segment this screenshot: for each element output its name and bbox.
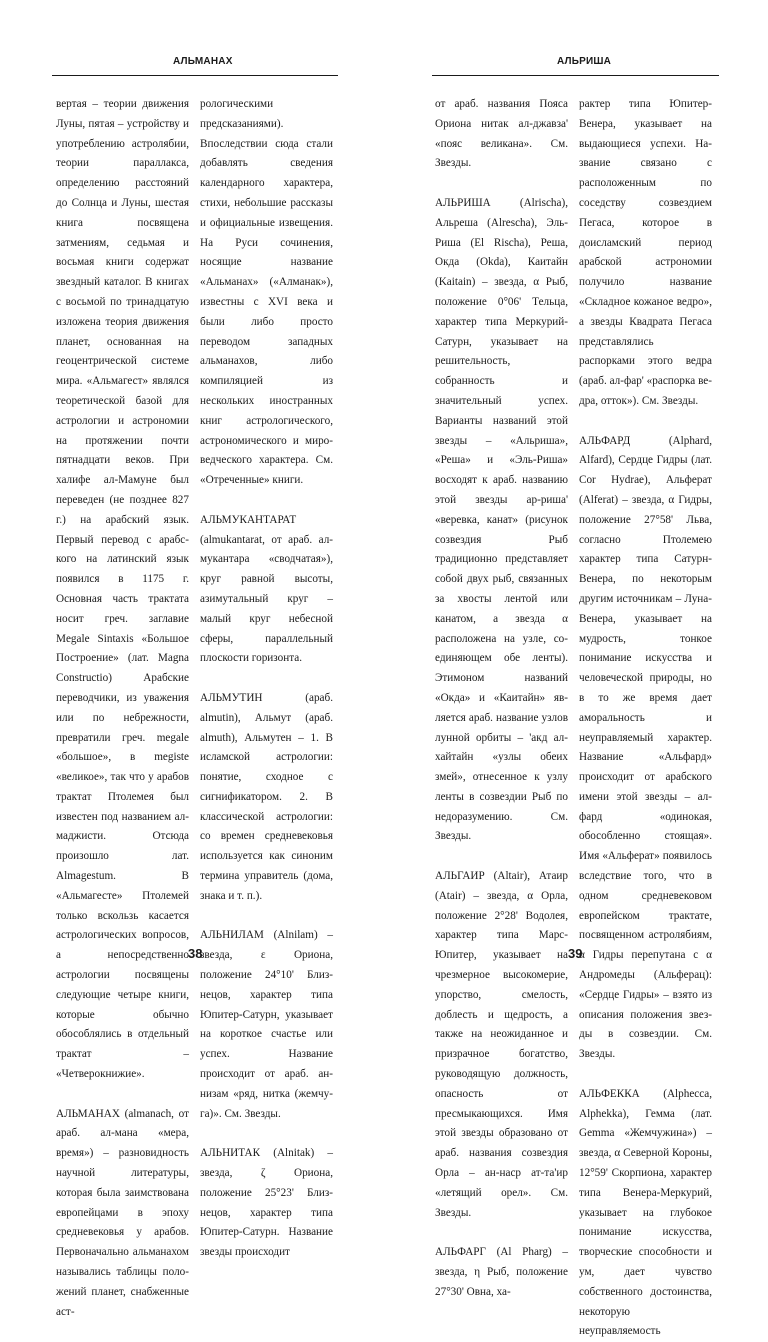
right-column-2 <box>579 95 712 1338</box>
paragraph: вертая – теории движения Луны, пятая – устройству и употреблению астролябии, теории параллакса, определению расстояний до Солнца и Луны, шестая книга посвящена затмениям, седьмая и восьмая книги содержат звездный каталог. В книгах с восьмой по тринадцатую изложена теория движения планет, основанная на геоцентрической системе мира. «Альмагест» являлся теоретической базой для астрологии и астрономии на протяжении почти пятнадцати веков. При халифе ал-Мамуне был переведен (не позднее 827 г.) на арабский язык. Первый перевод с арабского на латинский язык появился в 1175 г. Основная часть трактата носит греч. заглавие Megale Sintaxis «Большое Построение» (лат. Magna Constructio) Арабские переводчики, из уважения или по небрежности, превратили греч. megale «большое», в megiste «великое», так что у арабов трактат Птолемея был известен под названием ал-маджисти. Отсюда произошло лат. Almagestum. В «Альмагесте» Птолемей только вскользь касается астрологических вопросов, а непосредственно астрологии посвящены следующие четыре книги, которые обычно обособлялись в отдельный трактат – «Четверокнижие». <box>56 98 189 1081</box>
right-page <box>384 0 768 1338</box>
page-number-right: 39 <box>568 946 583 961</box>
left-column-1 <box>56 95 189 1318</box>
left-column-2 <box>200 95 333 1259</box>
running-head-left: АЛЬМАНАХ <box>173 56 233 67</box>
paragraph: АЛЬФЕККА (Alphecca, Alphekka), Гемма (лат. Gemma «Жемчужина») – звезда, α Северной Короны, 12°59' Скорпиона, характер типа Венера-Меркурий, указывает на глубокое понимание искусства, творческие способности и ум, дает чувство собственного достоинства, некоторую неуправляемость <box>579 1087 712 1338</box>
running-head-right: АЛЬРИША <box>557 56 612 67</box>
paragraph: рологическими предсказаниями). Впоследствии сюда стали добавлять сведения календарного характера, стихи, небольшие рассказы и официальные извещения. На Руси сочинения, носящие название «Альманах» («Алманак»), известны с XVI века и были либо просто переводом западных альманахов, либо компиляцией из нескольких иностранных книг астрологического, астрономического и мироведческого характера. См. «Отреченные» книги. <box>200 98 333 487</box>
paragraph: АЛЬГАИР (Altair), Атаир (Atair) – звезда, α Орла, положение 2°28' Водолея, характер типа Марс-Юпитер, указывает на чрезмерное высокомерие, упорство, смелость, доблесть и щедрость, а также на неожиданное и призрачное богатство, руководящую должность, опасность от пресмыкающихся. Имя этой звезды образовано от араб. названия созвездия Орла – ан-наср ат-та'ир «летящий орел». См. Звезды. <box>435 870 568 1219</box>
paragraph: АЛЬМУТИН (араб. almutin), Альмут (араб. almuth), Альмутен – 1. В исламской астрологии: понятие, сходное с сигнификатором. 2. В классической астрологии: со времен средневековья используется как синоним термина управитель (дома, знака и т. п.). <box>200 691 333 902</box>
page-number-left: 38 <box>188 946 203 961</box>
left-page <box>0 0 384 1318</box>
paragraph: от араб. названия Пояса Ориона нитак ал-джавза' «пояс великана». См. Звезды. <box>435 98 568 170</box>
paragraph: АЛЬМАНАХ (almanach, от араб. ал-мана «мера, время») – разновидность научной литературы, которая была заимствована европейцами в эпоху средневековья у арабов. Первоначально альманахом назывались таблицы положений планет, снабженные аст- <box>56 1107 189 1318</box>
header-rule-left <box>52 75 338 76</box>
paragraph: АЛЬРИША (Alrischa), Альреша (Alrescha), Эль-Риша (El Rischa), Реша, Окда (Okda), Каитайн (Kaitain) – звезда, α Рыб, положение 0°06' Тельца, характер типа Меркурий-Сатурн, указывает на решительность, собранность и значительный успех. Варианты названий этой звезды – «Альриша», «Реша» и «Эль-Риша» восходят к араб. названию этой звезды ар-риша' «веревка, канат» (рисунок созвездия Рыб традиционно представляет собой двух рыб, связанных за хвосты лентой или канатом, а звезда α расположена на узле, соединяющем обе ленты). Этимоном названий «Окда» и «Каитайн» является араб. название узлов лунной орбиты – 'акд ал-хайтайн «узлы обеих змей», отнесенное к узлу ленты в созвездии Рыб по недоразумению. См. Звезды. <box>435 196 568 843</box>
paragraph: АЛЬНИТАК (Alnitak) – звезда, ζ Ориона, положение 25°23' Близнецов, характер типа Юпитер-Сатурн. Название звезды происходит <box>200 1147 333 1259</box>
paragraph: АЛЬФАРГ (Al Pharg) – звезда, η Рыб, положение 27°30' Овна, ха- <box>435 1246 568 1298</box>
header-rule-right <box>432 75 719 76</box>
paragraph: АЛЬФАРД (Alphard, Alfard), Сердце Гидры (лат. Cor Hydrae), Альферат (Alferat) – звезда, α Гидры, положение 27°58' Льва, согласно Птолемею характер типа Сатурн-Венера, по некоторым другим источникам – Луна-Венера, указывает на мудрость, тонкое понимание искусства и человеческой природы, но в то же время дает аморальность и неуправляемый характер. Название «Альфард» происходит от арабского имени этой звезды – ал-фард «одинокая, обособленно стоящая». Имя «Альферат» появилось вследствие того, что в одном средневековом европейском трактате, посвященном астролябиям, α Гидры перепутана с α Андромеды (Альферац): «Сердце Гидры» – взято из описания положения звезды в созвездии. См. Звезды. <box>579 434 712 1061</box>
paragraph: рактер типа Юпитер-Венера, указывает на выдающиеся успехи. Название связано с расположенным по соседству созвездием Пегаса, которое в доисламский период арабской астрономии получило название «Складное кожаное ведро», а звезды Квадрата Пегаса представлялись распорками этого ведра (араб. ал-фар' «распорка ведра, отток»). См. Звезды. <box>579 98 712 407</box>
right-column-1 <box>435 95 568 1298</box>
paragraph: АЛЬМУКАНТАРАТ (almukantarat, от араб. ал-мукантара «сводчатая»), круг равной высоты, азимутальный круг – малый круг небесной сферы, параллельный плоскости горизонта. <box>200 513 333 665</box>
paragraph: АЛЬНИЛАМ (Alnilam) – звезда, ε Ориона, положение 24°10' Близнецов, характер типа Юпитер-Сатурн, указывает на короткое счастье или успех. Название происходит от араб. ан-низам «ряд, нитка (жемчуга)». См. Звезды. <box>200 929 333 1120</box>
